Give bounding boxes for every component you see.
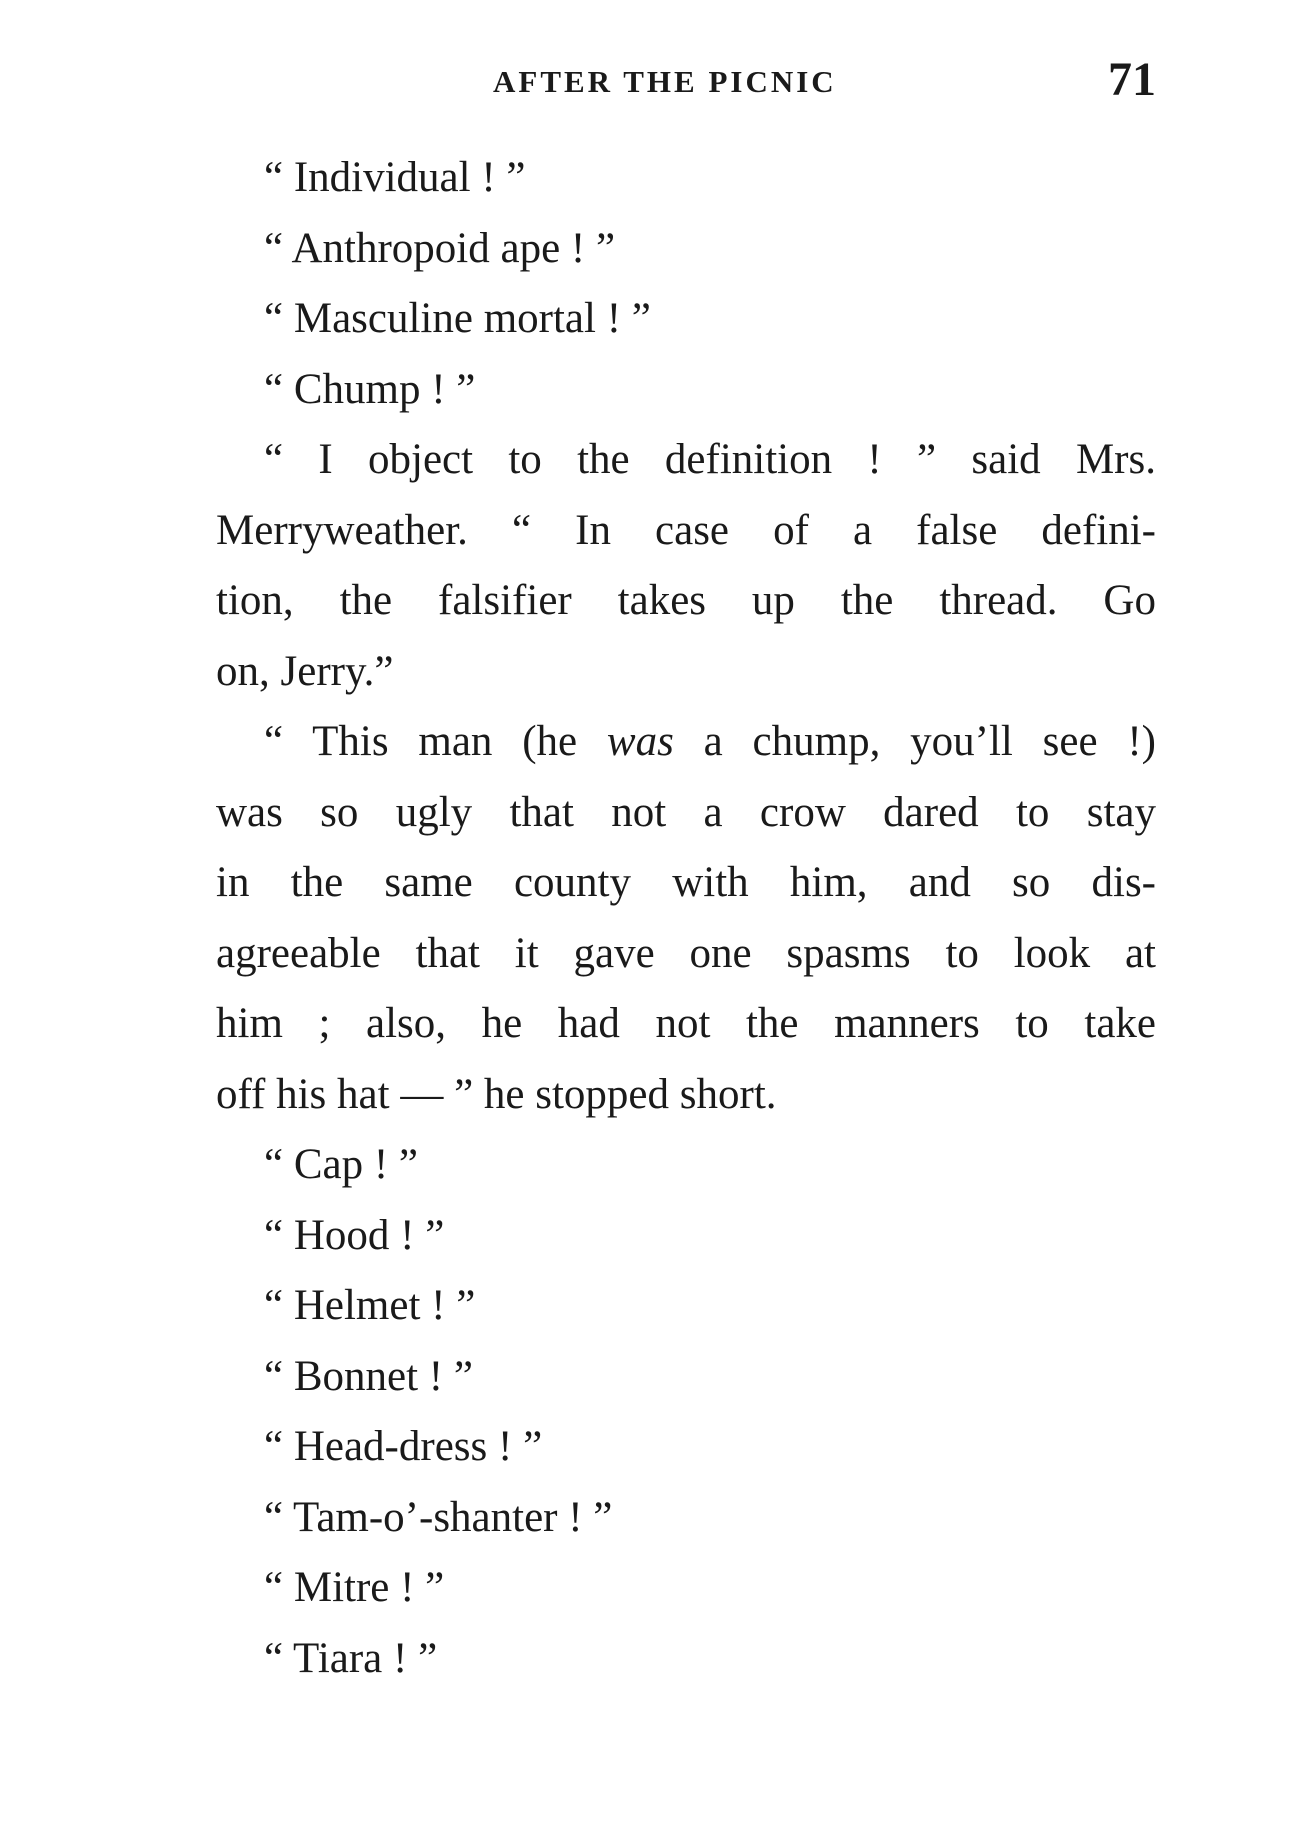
page-body (216, 143, 1156, 1694)
dialogue-line: “ Tiara ! ” (264, 1634, 438, 1682)
paragraph-line: “ I object to the definition ! ” said Mrs. (264, 436, 1156, 483)
running-head: AFTER THE PICNIC (493, 64, 837, 99)
paragraph-line: on, Jerry.” (216, 647, 394, 695)
dialogue-line: “ Head-dress ! ” (264, 1423, 543, 1470)
paragraph-line: him ; also, he had not the manners to take (216, 1000, 1156, 1047)
text-segment: “ This man (he (264, 718, 578, 765)
paragraph-line (216, 707, 1156, 778)
paragraph-line: Merryweather. “ In case of a false defini- (216, 506, 1156, 554)
dialogue-line: “ Masculine mortal ! ” (264, 295, 651, 342)
dialogue-line: “ Tam-o’-shanter ! ” (264, 1493, 613, 1541)
paragraph-line: tion, the falsifier takes up the thread. Go (216, 577, 1156, 624)
paragraph-line: agreeable that it gave one spasms to look at (216, 929, 1156, 977)
dialogue-line: “ Chump ! ” (264, 365, 476, 413)
text-segment: a chump, you’ll see !) (703, 718, 1157, 765)
dialogue-line: “ Individual ! ” (264, 154, 526, 201)
paragraph-line: was so ugly that not a crow dared to stay (216, 788, 1156, 836)
dialogue-line: “ Helmet ! ” (264, 1282, 476, 1329)
page-number: 71 (1108, 53, 1156, 106)
dialogue-line: “ Cap ! ” (264, 1141, 419, 1188)
dialogue-line: “ Hood ! ” (264, 1211, 445, 1259)
dialogue-line: “ Bonnet ! ” (264, 1352, 473, 1400)
dialogue-line: “ Mitre ! ” (264, 1564, 445, 1611)
italic-word: was (606, 718, 674, 765)
dialogue-line: “ Anthropoid ape ! ” (264, 224, 616, 272)
paragraph-line: off his hat — ” he stopped short. (216, 1070, 777, 1118)
paragraph-line: in the same county with him, and so dis- (216, 859, 1156, 906)
page-header (216, 52, 1156, 112)
